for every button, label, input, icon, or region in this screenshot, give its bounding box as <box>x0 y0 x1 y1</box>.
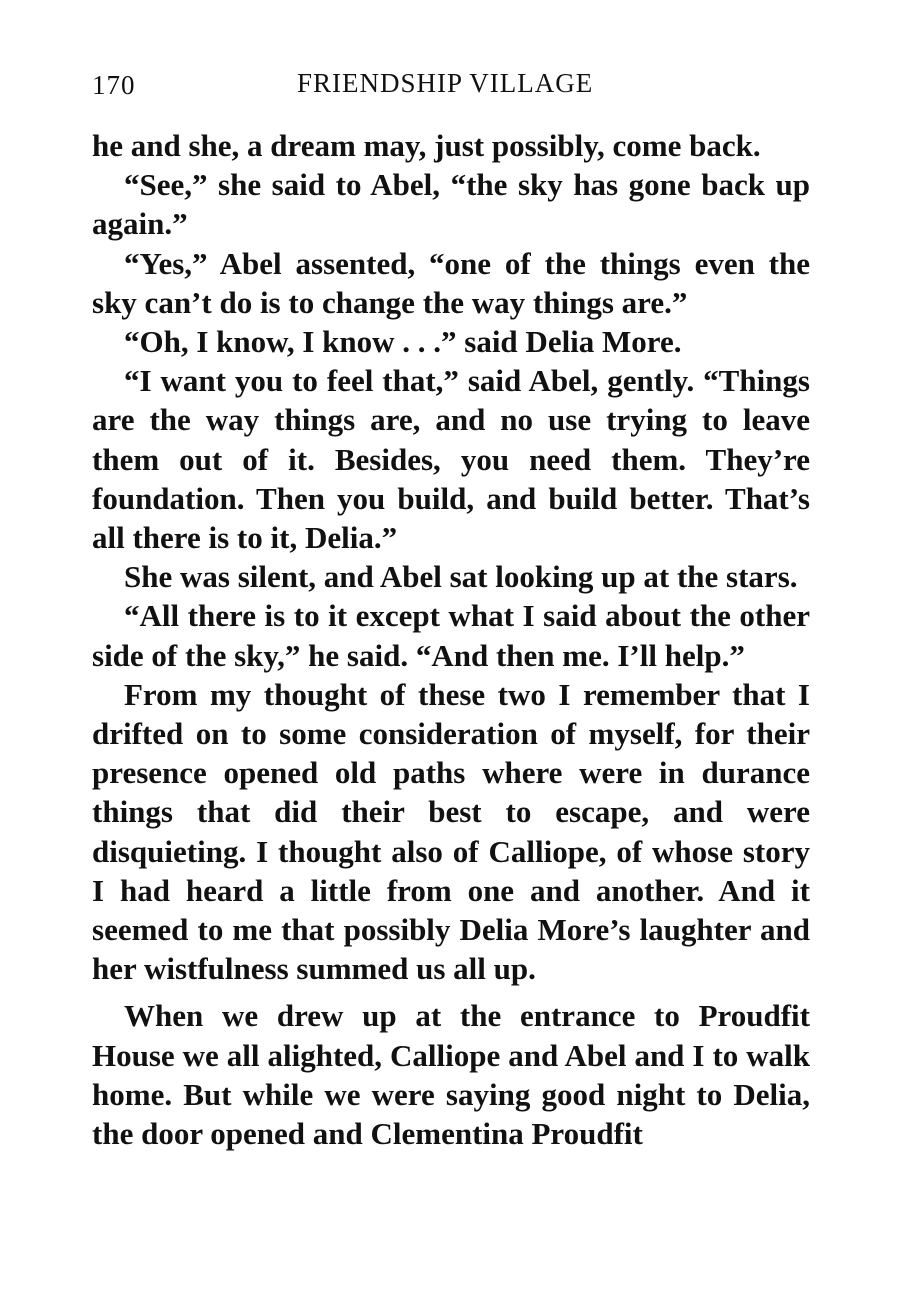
running-head: FRIENDSHIP VILLAGE <box>297 68 594 98</box>
book-page <box>92 62 810 1153</box>
paragraph: “I want you to feel that,” said Abel, gently. “Things are the way things are, and no use trying to leave them out of it. Besides, you need them. They’re foundation. Then you build, and build better. That’s all there is to it, Delia.” <box>92 363 810 556</box>
paragraph: When we drew up at the entrance to Proudfit House we all alighted, Calliope and Abel and I to walk home. But while we were saying good night to Delia, the door opened and Clementina Proudfit <box>92 998 810 1152</box>
paragraph: “All there is to it except what I said about the other side of the sky,” he said. “And then me. I’ll help.” <box>92 598 810 673</box>
paragraph: From my thought of these two I remember that I drifted on to some consideration of myself, for their presence opened old paths where were in durance things that did their best to escape, and were disquieting. I thought also of Calliope, of whose story I had heard a little from one and another. And it seemed to me that possibly Delia More’s laughter and her wistfulness summed us all up. <box>92 676 810 987</box>
page-number: 170 <box>92 70 136 100</box>
paragraph: “Yes,” Abel assented, “one of the things even the sky can’t do is to change the way things are.” <box>92 245 810 320</box>
paragraph: “Oh, I know, I know . . .” said Delia More. <box>124 324 682 360</box>
page-header <box>92 62 810 106</box>
body-text <box>92 126 810 1153</box>
paragraph: he and she, a dream may, just possibly, come back. <box>92 128 761 163</box>
paragraph: “See,” she said to Abel, “the sky has gone back up again.” <box>92 167 810 242</box>
paragraph: She was silent, and Abel sat looking up at the stars. <box>124 559 798 595</box>
